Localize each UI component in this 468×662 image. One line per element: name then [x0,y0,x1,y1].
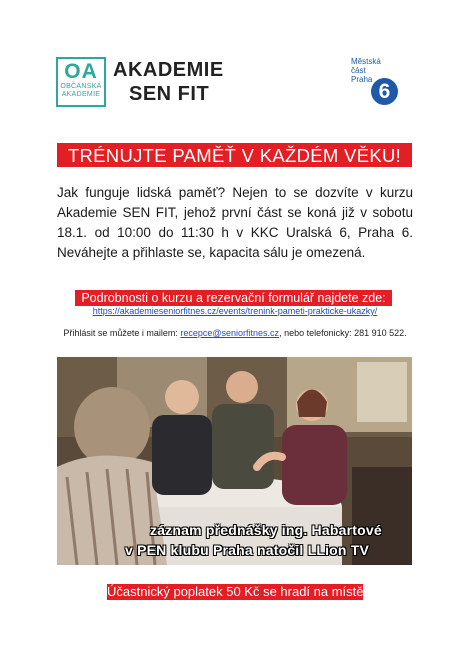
contact-email-link[interactable]: recepce@seniorfitnes.cz [180,328,280,338]
fee-banner: Účastnický poplatek 50 Kč se hradí na místě. [107,584,368,599]
brand-line2: SEN FIT [129,83,210,105]
contact-suffix: , nebo telefonicky: 281 910 522. [279,328,407,338]
oa-logo-line1: OBČANSKÁ [60,83,102,90]
praha-logo-line3: Praha [351,75,373,84]
oa-logo [56,57,106,107]
praha-logo-line1: Městská [351,57,381,66]
page-title: TRÉNUJTE PAMĚŤ V KAŽDÉM VĚKU! [57,143,412,167]
details-banner: Podrobnosti o kurzu a rezervační formulář najdete zde: [75,290,392,306]
brand-line1: AKADEMIE [113,59,224,81]
intro-paragraph: Jak funguje lidská paměť? Nejen to se dozvíte v kurzu Akademie SEN FIT, jehož první část se koná již v sobotu 18.1. od 10:00 do 11:30 h v KKC Uralská 6, Praha 6. Neváhejte a přihlaste se, kapacita sálu je omezená. [57,185,413,260]
contact-line [57,328,413,338]
photo-caption-line2: v PEN klubu Praha natočil LLion TV [125,542,370,558]
oa-logo-line2: AKADEMIE [61,91,101,98]
contact-prefix: Přihlásit se můžete i mailem: [63,328,181,338]
photo-caption-line1: záznam přednášky ing. Habartové [150,522,382,538]
details-link[interactable]: https://akademieseniorfitnes.cz/events/trenink-pameti-prakticke-ukazky/ [92,306,378,316]
praha-logo-line2: část [351,66,366,75]
oa-logo-mark: OA [64,60,98,83]
brand-name [113,58,224,106]
praha-logo-number: 6 [371,78,398,105]
